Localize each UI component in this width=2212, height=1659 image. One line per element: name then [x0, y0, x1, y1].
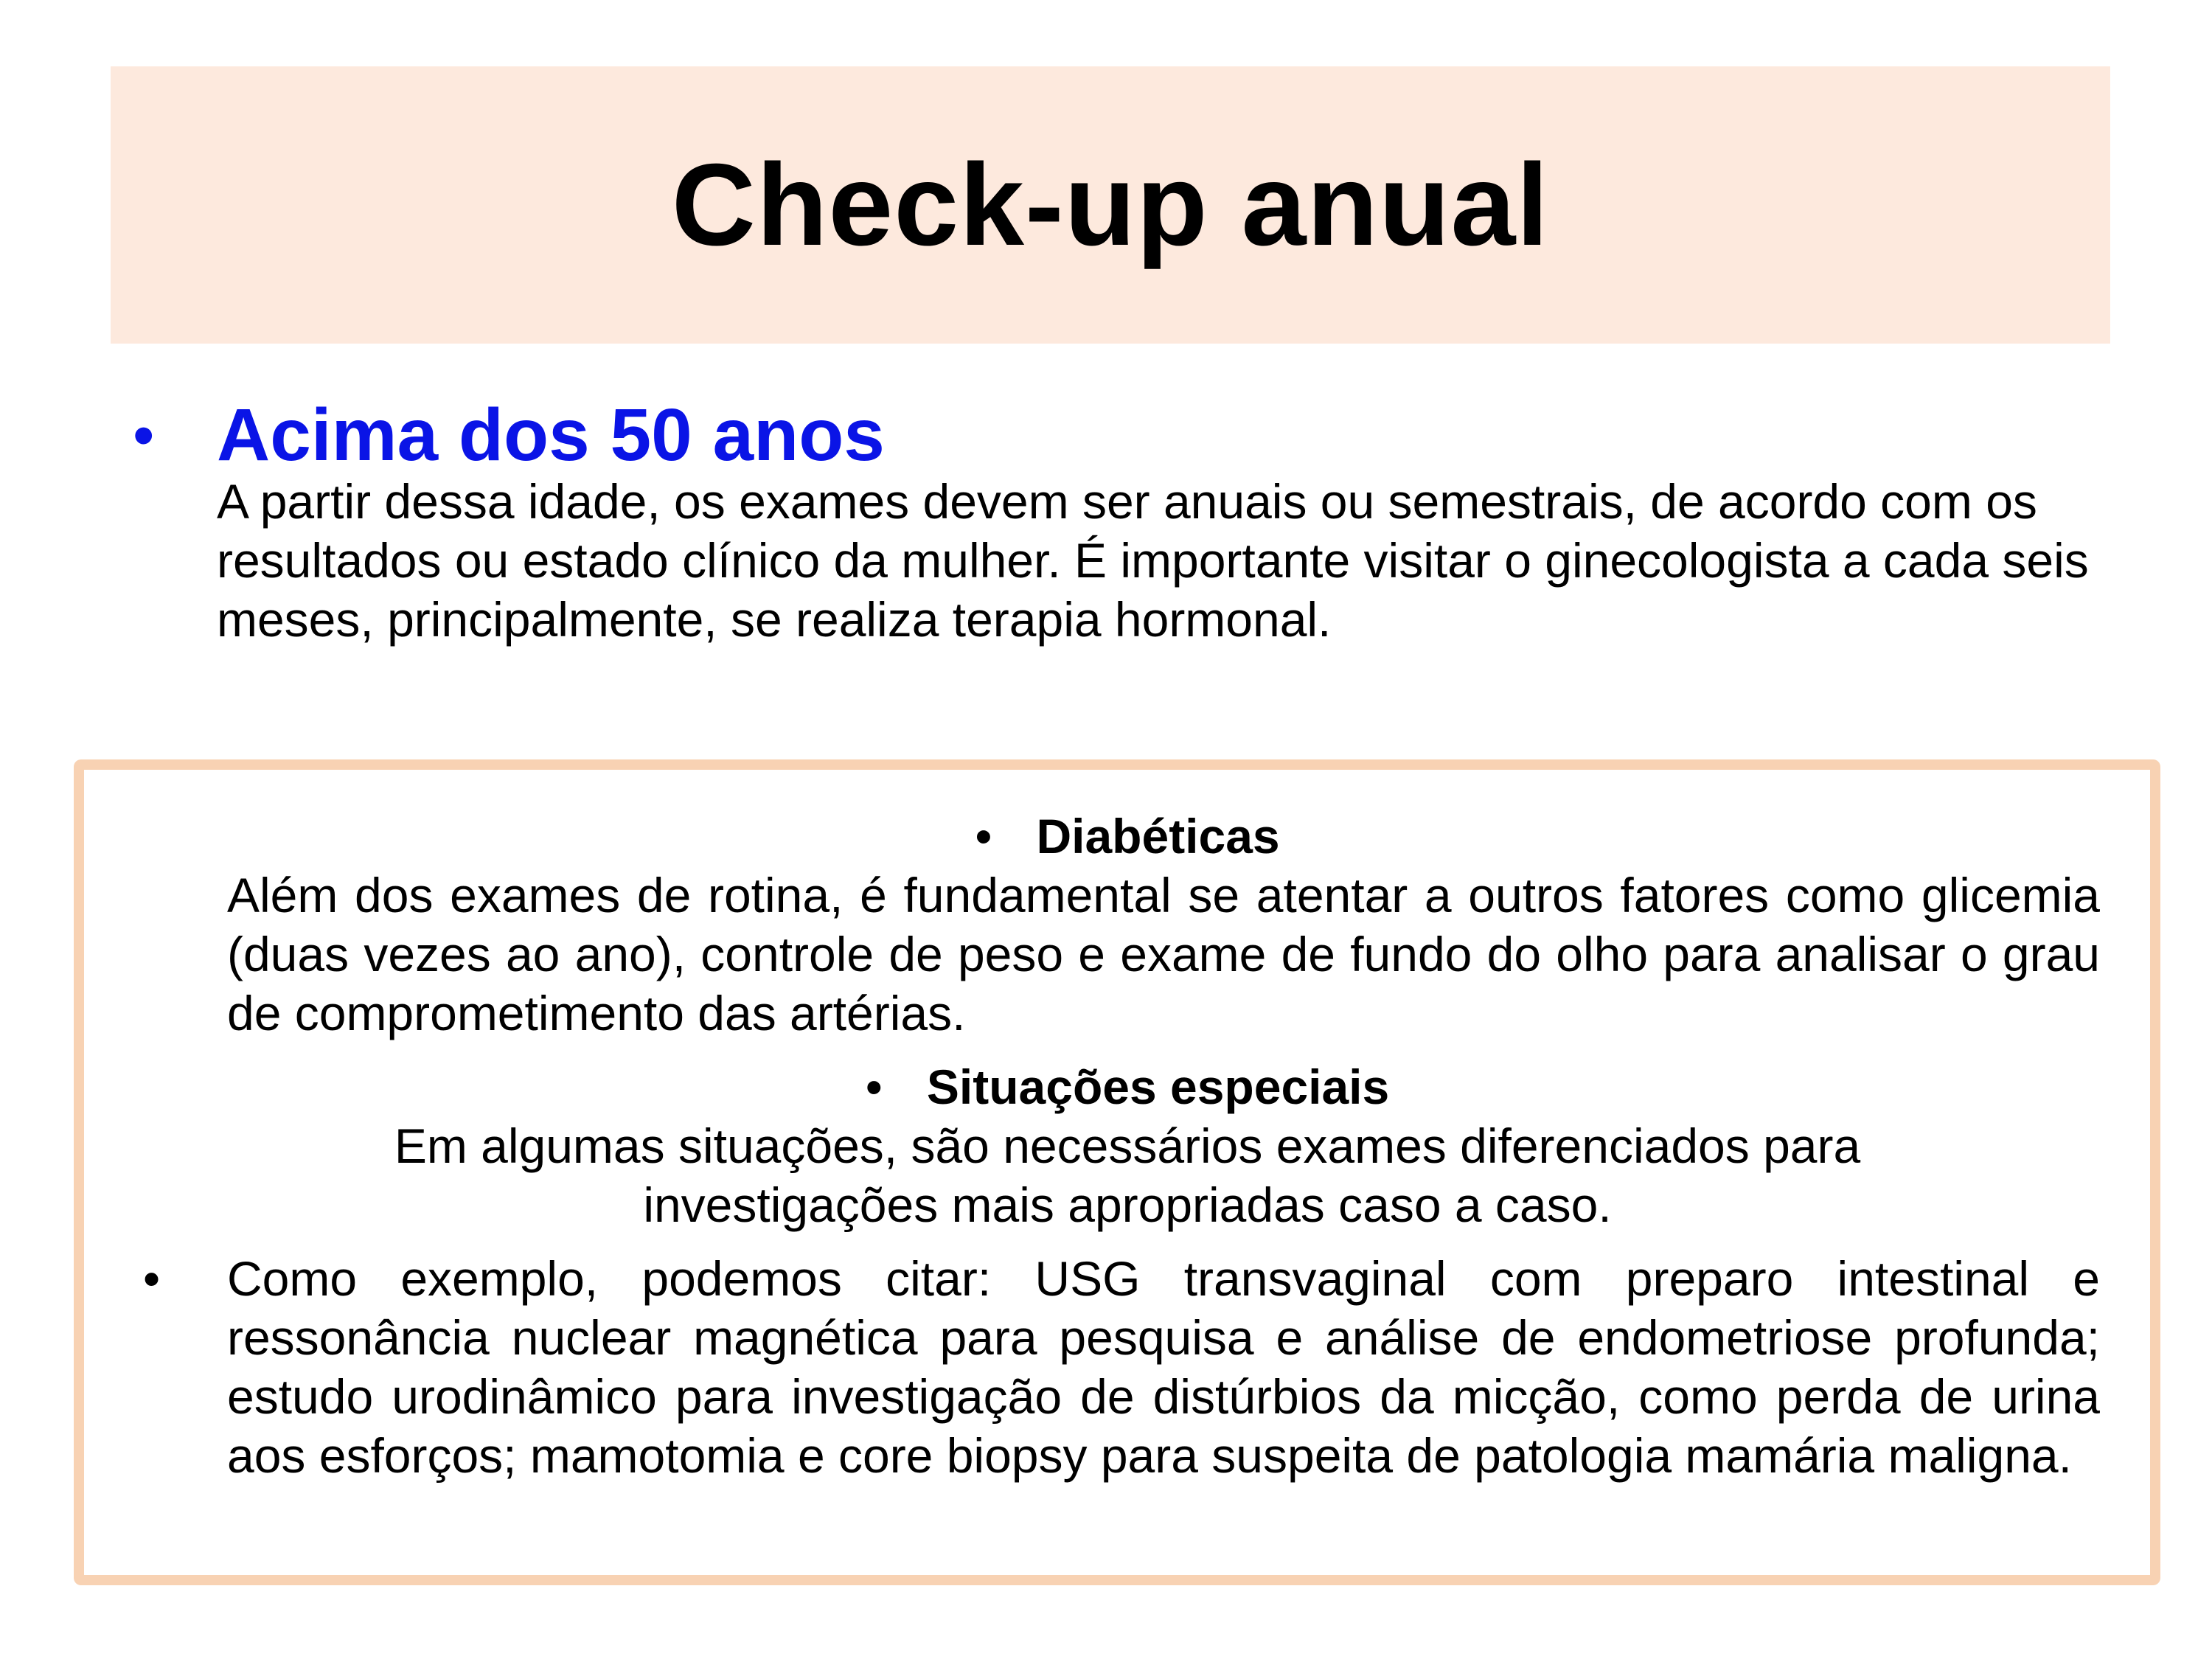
bullet-icon: • — [143, 1251, 161, 1306]
over-50-heading: Acima dos 50 anos — [217, 394, 885, 476]
example-body: Como exemplo, podemos citar: USG transvaginal com preparo intestinal e ressonância nuclear magnética para pesquisa e análise de endometriose profunda; estudo urodinâmico para investigação de distúrbios da micção, como perda de urina aos esforços; mamotomia e core biopsy para suspeita de patologia mamária maligna. — [227, 1251, 2100, 1483]
diabetics-heading-row — [143, 807, 2112, 866]
special-body-line1: Em algumas situações, são necessários exames diferenciados para — [394, 1119, 1861, 1173]
over-50-section — [133, 394, 2101, 649]
special-body-line2: investigações mais apropriadas caso a caso. — [643, 1178, 1612, 1232]
page-title: Check-up anual — [671, 140, 1550, 270]
bullet-icon: • — [975, 809, 992, 863]
over-50-body: A partir dessa idade, os exames devem ser anuais ou semestrais, de acordo com os resultados ou estado clínico da mulher. É importante visitar o ginecologista a cada seis meses, principalmente, se realiza terapia hormonal. — [217, 474, 2089, 647]
special-heading-row — [143, 1057, 2112, 1116]
diabetics-body: Além dos exames de rotina, é fundamental se atentar a outros fatores como glicemia (duas vezes ao ano), controle de peso e exame de fundo do olho para analisar o grau de comprometimento das artérias. — [227, 868, 2100, 1040]
diabetics-heading: Diabéticas — [1036, 809, 1280, 863]
bullet-icon: • — [133, 400, 155, 470]
example-item — [143, 1249, 2112, 1485]
highlight-box — [74, 759, 2160, 1585]
bullet-icon: • — [865, 1060, 883, 1114]
special-heading: Situações especiais — [926, 1060, 1390, 1114]
title-band — [111, 66, 2110, 344]
